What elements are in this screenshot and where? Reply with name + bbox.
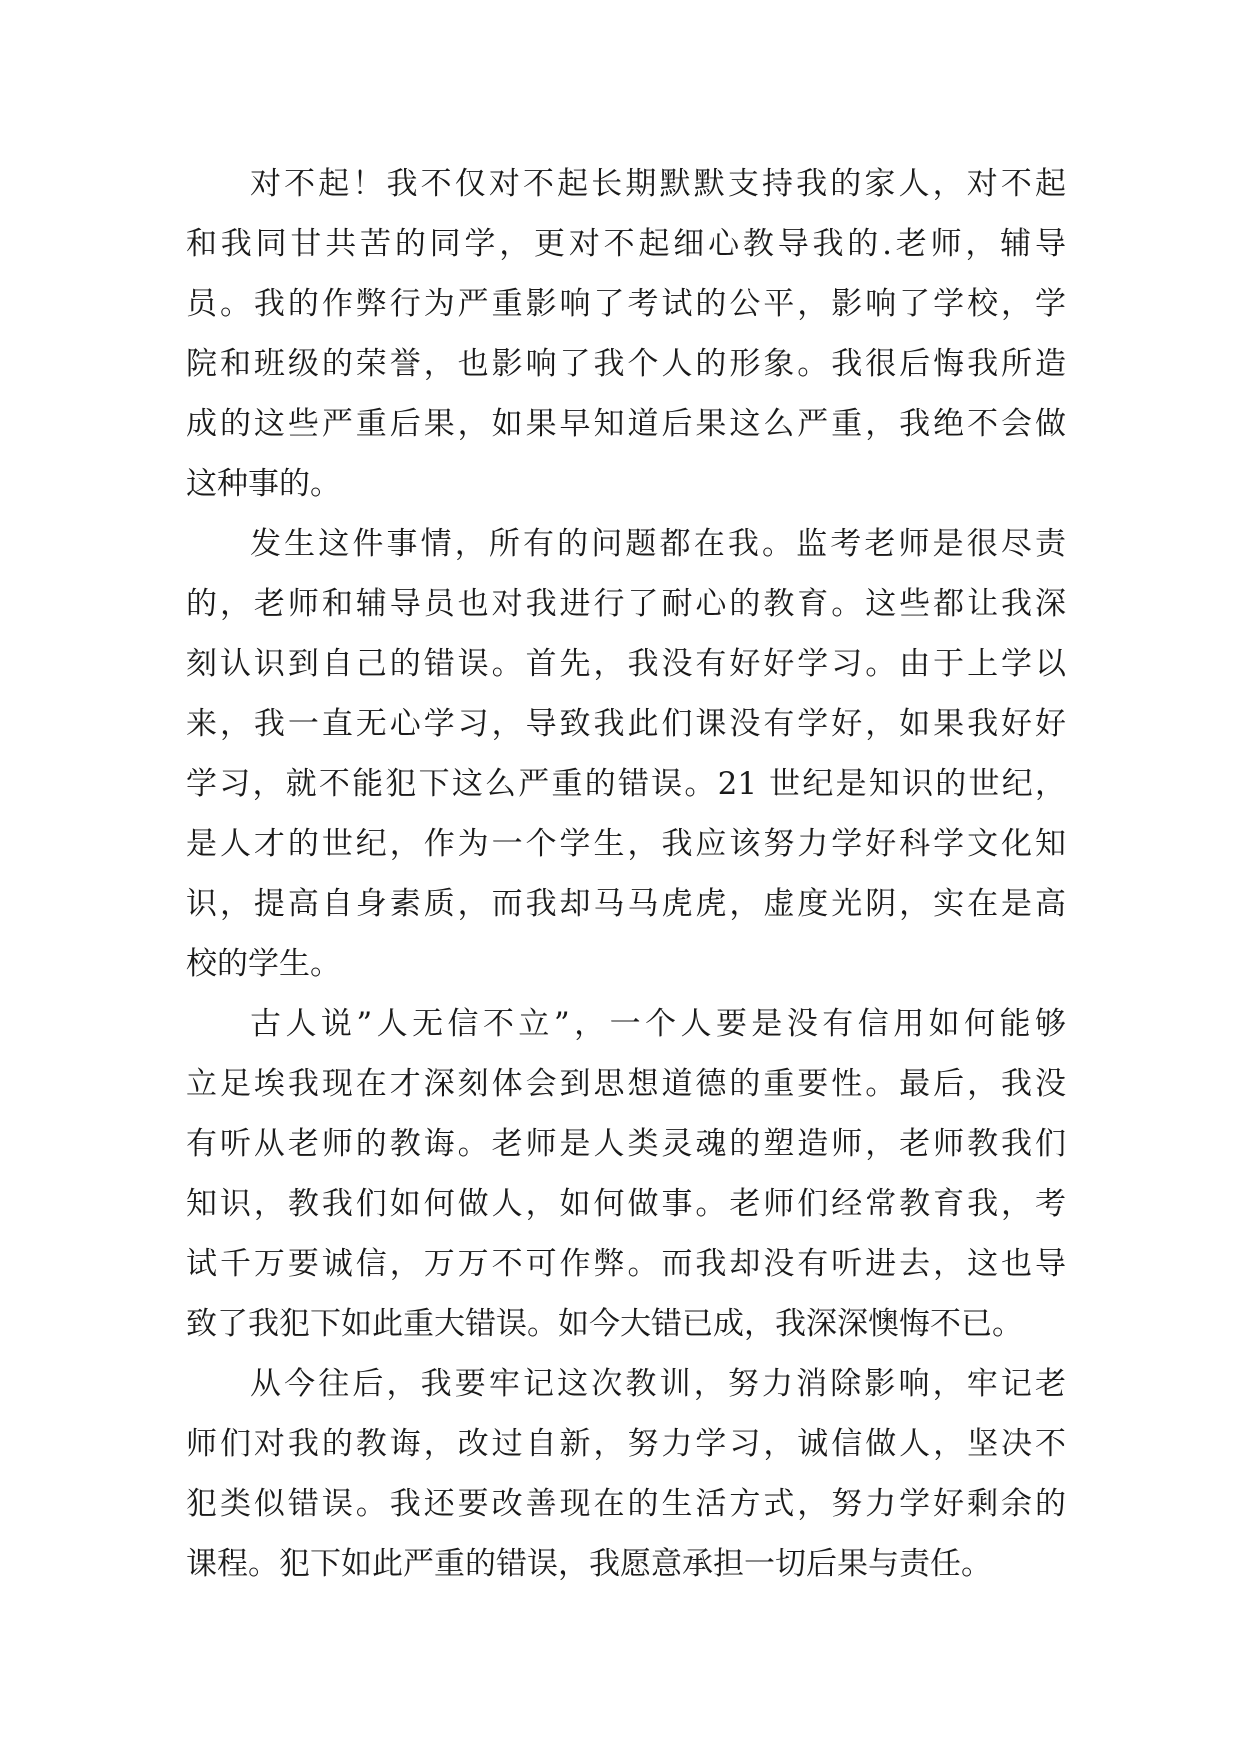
paragraph-2-line-4: 来，我一直无心学习，导致我此们课没有学好，如果我好好 — [186, 706, 1066, 742]
paragraph-4-line-2: 师们对我的教诲，改过自新，努力学习，诚信做人，坚决不 — [186, 1426, 1066, 1462]
paragraph-1-line-1: 对不起！我不仅对不起长期默默支持我的家人，对不起 — [250, 166, 1066, 202]
paragraph-1-line-6: 这种事的。 — [186, 466, 341, 502]
paragraph-1-line-3: 员。我的作弊行为严重影响了考试的公平，影响了学校，学 — [186, 286, 1066, 322]
paragraph-2-line-5: 学习，就不能犯下这么严重的错误。21 世纪是知识的世纪， — [186, 766, 1066, 802]
paragraph-3-line-5: 试千万要诚信，万万不可作弊。而我却没有听进去，这也导 — [186, 1246, 1066, 1282]
paragraph-2-line-3: 刻认识到自己的错误。首先，我没有好好学习。由于上学以 — [186, 646, 1066, 682]
paragraph-3-line-4: 知识，教我们如何做人，如何做事。老师们经常教育我，考 — [186, 1186, 1066, 1222]
paragraph-2-line-6: 是人才的世纪，作为一个学生，我应该努力学好科学文化知 — [186, 826, 1066, 862]
paragraph-3-line-1: 古人说”人无信不立”，一个人要是没有信用如何能够 — [250, 1006, 1066, 1042]
paragraph-4-line-3: 犯类似错误。我还要改善现在的生活方式，努力学好剩余的 — [186, 1486, 1066, 1522]
paragraph-1-line-4: 院和班级的荣誉，也影响了我个人的形象。我很后悔我所造 — [186, 346, 1066, 382]
document-body — [186, 154, 1066, 1594]
paragraph-2-line-7: 识，提高自身素质，而我却马马虎虎，虚度光阴，实在是高 — [186, 886, 1066, 922]
paragraph-1-line-5: 成的这些严重后果，如果早知道后果这么严重，我绝不会做 — [186, 406, 1066, 442]
paragraph-4-line-4: 课程。犯下如此严重的错误，我愿意承担一切后果与责任。 — [186, 1546, 992, 1582]
paragraph-2-line-8: 校的学生。 — [186, 946, 341, 982]
paragraph-1-line-2: 和我同甘共苦的同学，更对不起细心教导我的.老师，辅导 — [186, 226, 1066, 262]
paragraph-2-line-1: 发生这件事情，所有的问题都在我。监考老师是很尽责 — [250, 526, 1066, 562]
paragraph-3-line-3: 有听从老师的教诲。老师是人类灵魂的塑造师，老师教我们 — [186, 1126, 1066, 1162]
paragraph-3-line-2: 立足埃我现在才深刻体会到思想道德的重要性。最后，我没 — [186, 1066, 1066, 1102]
paragraph-4-line-1: 从今往后，我要牢记这次教训，努力消除影响，牢记老 — [250, 1366, 1066, 1402]
paragraph-3-line-6: 致了我犯下如此重大错误。如今大错已成，我深深懊悔不已。 — [186, 1306, 1023, 1342]
paragraph-2-line-2: 的，老师和辅导员也对我进行了耐心的教育。这些都让我深 — [186, 586, 1066, 622]
